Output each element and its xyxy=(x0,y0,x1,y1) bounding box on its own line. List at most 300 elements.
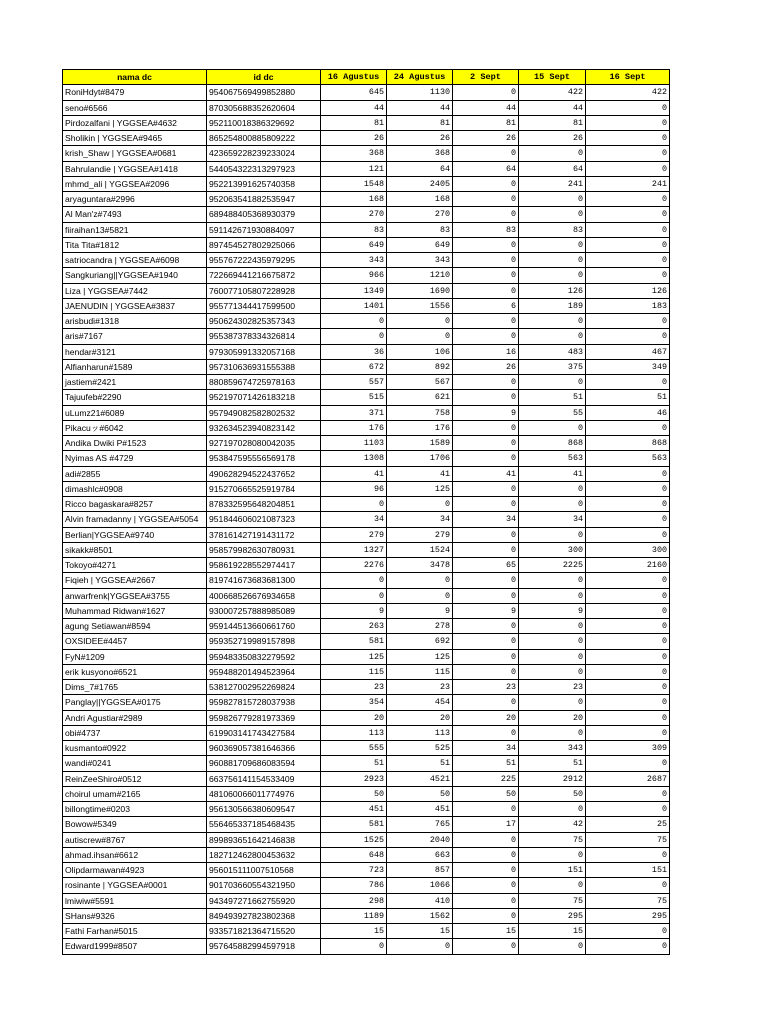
cell-24-agustus: 1706 xyxy=(387,451,453,466)
cell-24-agustus: 15 xyxy=(387,924,453,939)
table-row xyxy=(63,741,670,756)
cell-15-sept: 151 xyxy=(519,863,586,878)
cell-24-agustus: 343 xyxy=(387,253,453,268)
header-id-dc: id dc xyxy=(207,70,321,85)
cell-id-dc: 933571821364715520 xyxy=(207,924,321,939)
cell-nama-dc: Fathi Farhan#5015 xyxy=(63,924,207,939)
cell-2-sept: 0 xyxy=(453,253,519,268)
cell-2-sept: 15 xyxy=(453,924,519,939)
cell-nama-dc: lmiwiw#5591 xyxy=(63,893,207,908)
cell-15-sept: 0 xyxy=(519,664,586,679)
data-table xyxy=(62,69,670,955)
cell-16-agustus: 1327 xyxy=(321,542,387,557)
cell-16-sept: 0 xyxy=(586,588,670,603)
cell-nama-dc: Sholikin | YGGSEA#9465 xyxy=(63,131,207,146)
cell-15-sept: 343 xyxy=(519,741,586,756)
table-row xyxy=(63,375,670,390)
cell-15-sept: 0 xyxy=(519,146,586,161)
cell-2-sept: 34 xyxy=(453,741,519,756)
cell-nama-dc: Pirdozalfani | YGGSEA#4632 xyxy=(63,115,207,130)
cell-24-agustus: 125 xyxy=(387,481,453,496)
cell-16-agustus: 168 xyxy=(321,192,387,207)
cell-24-agustus: 279 xyxy=(387,527,453,542)
cell-id-dc: 979305991332057168 xyxy=(207,344,321,359)
cell-id-dc: 955771344417599500 xyxy=(207,298,321,313)
table-row xyxy=(63,314,670,329)
cell-16-agustus: 786 xyxy=(321,878,387,893)
cell-2-sept: 0 xyxy=(453,481,519,496)
cell-16-sept: 0 xyxy=(586,329,670,344)
table-row xyxy=(63,863,670,878)
cell-16-sept: 0 xyxy=(586,939,670,954)
cell-16-sept: 151 xyxy=(586,863,670,878)
table-row xyxy=(63,420,670,435)
table-row xyxy=(63,466,670,481)
cell-2-sept: 9 xyxy=(453,603,519,618)
cell-16-agustus: 81 xyxy=(321,115,387,130)
cell-2-sept: 0 xyxy=(453,649,519,664)
table-row xyxy=(63,664,670,679)
cell-16-sept: 126 xyxy=(586,283,670,298)
cell-24-agustus: 176 xyxy=(387,420,453,435)
cell-16-sept: 0 xyxy=(586,512,670,527)
cell-15-sept: 75 xyxy=(519,893,586,908)
cell-16-agustus: 1308 xyxy=(321,451,387,466)
cell-16-agustus: 555 xyxy=(321,741,387,756)
cell-24-agustus: 113 xyxy=(387,725,453,740)
table-row xyxy=(63,756,670,771)
cell-2-sept: 0 xyxy=(453,588,519,603)
table-row xyxy=(63,253,670,268)
cell-id-dc: 930007257888985089 xyxy=(207,603,321,618)
cell-16-sept: 349 xyxy=(586,359,670,374)
cell-16-sept: 868 xyxy=(586,436,670,451)
cell-16-agustus: 125 xyxy=(321,649,387,664)
cell-24-agustus: 20 xyxy=(387,710,453,725)
cell-15-sept: 2912 xyxy=(519,771,586,786)
cell-24-agustus: 0 xyxy=(387,939,453,954)
cell-2-sept: 6 xyxy=(453,298,519,313)
cell-2-sept: 0 xyxy=(453,85,519,100)
cell-nama-dc: choirul umam#2165 xyxy=(63,786,207,801)
table-row xyxy=(63,817,670,832)
cell-24-agustus: 106 xyxy=(387,344,453,359)
cell-16-sept: 0 xyxy=(586,527,670,542)
cell-15-sept: 0 xyxy=(519,634,586,649)
cell-24-agustus: 168 xyxy=(387,192,453,207)
cell-2-sept: 0 xyxy=(453,878,519,893)
cell-id-dc: 957949082582802532 xyxy=(207,405,321,420)
cell-16-agustus: 20 xyxy=(321,710,387,725)
table-row xyxy=(63,222,670,237)
cell-2-sept: 26 xyxy=(453,131,519,146)
cell-15-sept: 422 xyxy=(519,85,586,100)
cell-24-agustus: 125 xyxy=(387,649,453,664)
cell-16-agustus: 581 xyxy=(321,817,387,832)
cell-15-sept: 295 xyxy=(519,908,586,923)
cell-nama-dc: SHans#9326 xyxy=(63,908,207,923)
cell-nama-dc: mhmd_ali | YGGSEA#2096 xyxy=(63,176,207,191)
cell-16-sept: 0 xyxy=(586,481,670,496)
cell-2-sept: 0 xyxy=(453,207,519,222)
cell-16-agustus: 83 xyxy=(321,222,387,237)
cell-16-sept: 0 xyxy=(586,634,670,649)
cell-16-agustus: 1525 xyxy=(321,832,387,847)
cell-16-agustus: 34 xyxy=(321,512,387,527)
cell-16-sept: 0 xyxy=(586,420,670,435)
cell-24-agustus: 451 xyxy=(387,802,453,817)
cell-16-sept: 183 xyxy=(586,298,670,313)
cell-nama-dc: dimashlc#0908 xyxy=(63,481,207,496)
cell-2-sept: 0 xyxy=(453,268,519,283)
cell-2-sept: 0 xyxy=(453,390,519,405)
cell-16-agustus: 343 xyxy=(321,253,387,268)
cell-15-sept: 0 xyxy=(519,237,586,252)
cell-16-sept: 0 xyxy=(586,695,670,710)
table-row xyxy=(63,832,670,847)
cell-id-dc: 953847595556569178 xyxy=(207,451,321,466)
header-16-sept: 16 Sept xyxy=(586,70,670,85)
table-row xyxy=(63,695,670,710)
cell-16-sept: 0 xyxy=(586,573,670,588)
cell-15-sept: 0 xyxy=(519,649,586,664)
cell-24-agustus: 621 xyxy=(387,390,453,405)
cell-2-sept: 0 xyxy=(453,847,519,862)
cell-2-sept: 0 xyxy=(453,664,519,679)
table-row xyxy=(63,161,670,176)
cell-id-dc: 957310636931555388 xyxy=(207,359,321,374)
table-row xyxy=(63,558,670,573)
cell-16-agustus: 368 xyxy=(321,146,387,161)
cell-2-sept: 34 xyxy=(453,512,519,527)
cell-16-agustus: 0 xyxy=(321,588,387,603)
cell-16-agustus: 2923 xyxy=(321,771,387,786)
cell-16-agustus: 0 xyxy=(321,497,387,512)
cell-id-dc: 960881709686083594 xyxy=(207,756,321,771)
table-row xyxy=(63,100,670,115)
cell-2-sept: 9 xyxy=(453,405,519,420)
cell-15-sept: 0 xyxy=(519,588,586,603)
cell-24-agustus: 270 xyxy=(387,207,453,222)
cell-16-sept: 467 xyxy=(586,344,670,359)
cell-nama-dc: Dims_7#1765 xyxy=(63,680,207,695)
cell-24-agustus: 2405 xyxy=(387,176,453,191)
cell-2-sept: 0 xyxy=(453,497,519,512)
cell-16-sept: 0 xyxy=(586,619,670,634)
cell-16-agustus: 1103 xyxy=(321,436,387,451)
cell-24-agustus: 525 xyxy=(387,741,453,756)
cell-id-dc: 490628294522437652 xyxy=(207,466,321,481)
cell-nama-dc: arisbudi#1318 xyxy=(63,314,207,329)
cell-16-sept: 241 xyxy=(586,176,670,191)
table-row xyxy=(63,329,670,344)
table-row xyxy=(63,710,670,725)
cell-15-sept: 0 xyxy=(519,314,586,329)
cell-16-sept: 0 xyxy=(586,131,670,146)
table-row xyxy=(63,619,670,634)
cell-2-sept: 0 xyxy=(453,832,519,847)
cell-nama-dc: hendar#3121 xyxy=(63,344,207,359)
cell-15-sept: 20 xyxy=(519,710,586,725)
cell-2-sept: 0 xyxy=(453,619,519,634)
cell-24-agustus: 1130 xyxy=(387,85,453,100)
cell-id-dc: 591142671930884097 xyxy=(207,222,321,237)
cell-24-agustus: 2040 xyxy=(387,832,453,847)
cell-15-sept: 0 xyxy=(519,192,586,207)
cell-nama-dc: jastiem#2421 xyxy=(63,375,207,390)
table-row xyxy=(63,527,670,542)
cell-id-dc: 915270665525919784 xyxy=(207,481,321,496)
cell-2-sept: 0 xyxy=(453,527,519,542)
cell-15-sept: 75 xyxy=(519,832,586,847)
table-row xyxy=(63,680,670,695)
table-row xyxy=(63,192,670,207)
cell-nama-dc: satriocandra | YGGSEA#6098 xyxy=(63,253,207,268)
cell-2-sept: 16 xyxy=(453,344,519,359)
cell-16-agustus: 26 xyxy=(321,131,387,146)
cell-16-sept: 0 xyxy=(586,115,670,130)
cell-nama-dc: krish_Shaw | YGGSEA#0681 xyxy=(63,146,207,161)
table-row xyxy=(63,146,670,161)
cell-24-agustus: 1066 xyxy=(387,878,453,893)
cell-16-sept: 0 xyxy=(586,253,670,268)
cell-15-sept: 26 xyxy=(519,131,586,146)
cell-nama-dc: Ricco bagaskara#8257 xyxy=(63,497,207,512)
cell-id-dc: 481060066011774976 xyxy=(207,786,321,801)
cell-2-sept: 0 xyxy=(453,939,519,954)
cell-24-agustus: 0 xyxy=(387,588,453,603)
cell-id-dc: 423659228239233024 xyxy=(207,146,321,161)
cell-16-agustus: 15 xyxy=(321,924,387,939)
cell-16-sept: 422 xyxy=(586,85,670,100)
cell-24-agustus: 50 xyxy=(387,786,453,801)
cell-24-agustus: 278 xyxy=(387,619,453,634)
cell-nama-dc: Alfianharun#1589 xyxy=(63,359,207,374)
cell-16-agustus: 270 xyxy=(321,207,387,222)
cell-15-sept: 2225 xyxy=(519,558,586,573)
cell-2-sept: 0 xyxy=(453,329,519,344)
cell-2-sept: 0 xyxy=(453,908,519,923)
cell-id-dc: 870305688352620604 xyxy=(207,100,321,115)
cell-2-sept: 0 xyxy=(453,451,519,466)
cell-15-sept: 0 xyxy=(519,268,586,283)
cell-2-sept: 0 xyxy=(453,436,519,451)
cell-id-dc: 760077105807228928 xyxy=(207,283,321,298)
cell-nama-dc: Bowow#5349 xyxy=(63,817,207,832)
cell-id-dc: 378161427191431172 xyxy=(207,527,321,542)
table-row xyxy=(63,451,670,466)
table-row xyxy=(63,115,670,130)
cell-15-sept: 34 xyxy=(519,512,586,527)
cell-id-dc: 722669441216675872 xyxy=(207,268,321,283)
cell-2-sept: 0 xyxy=(453,420,519,435)
cell-16-agustus: 1548 xyxy=(321,176,387,191)
cell-24-agustus: 567 xyxy=(387,375,453,390)
cell-16-agustus: 645 xyxy=(321,85,387,100)
cell-15-sept: 44 xyxy=(519,100,586,115)
table-row xyxy=(63,436,670,451)
cell-16-agustus: 451 xyxy=(321,802,387,817)
cell-24-agustus: 1210 xyxy=(387,268,453,283)
cell-16-sept: 0 xyxy=(586,603,670,618)
cell-id-dc: 849493927823802368 xyxy=(207,908,321,923)
cell-16-sept: 0 xyxy=(586,664,670,679)
cell-nama-dc: Olipdarmawan#4923 xyxy=(63,863,207,878)
table-row xyxy=(63,542,670,557)
cell-2-sept: 0 xyxy=(453,802,519,817)
cell-15-sept: 189 xyxy=(519,298,586,313)
cell-24-agustus: 26 xyxy=(387,131,453,146)
cell-24-agustus: 758 xyxy=(387,405,453,420)
cell-16-agustus: 298 xyxy=(321,893,387,908)
cell-id-dc: 952063541882535947 xyxy=(207,192,321,207)
cell-15-sept: 0 xyxy=(519,497,586,512)
cell-nama-dc: Edward1999#8507 xyxy=(63,939,207,954)
cell-24-agustus: 23 xyxy=(387,680,453,695)
table-row xyxy=(63,497,670,512)
cell-id-dc: 958579982630780931 xyxy=(207,542,321,557)
cell-24-agustus: 1524 xyxy=(387,542,453,557)
cell-15-sept: 15 xyxy=(519,924,586,939)
cell-16-agustus: 649 xyxy=(321,237,387,252)
cell-15-sept: 0 xyxy=(519,802,586,817)
cell-id-dc: 950624302825357343 xyxy=(207,314,321,329)
cell-nama-dc: erik kusyono#6521 xyxy=(63,664,207,679)
cell-id-dc: 958619228552974417 xyxy=(207,558,321,573)
cell-id-dc: 954067569499852880 xyxy=(207,85,321,100)
table-row xyxy=(63,802,670,817)
cell-nama-dc: JAENUDIN | YGGSEA#3837 xyxy=(63,298,207,313)
cell-16-sept: 0 xyxy=(586,756,670,771)
cell-2-sept: 0 xyxy=(453,283,519,298)
cell-15-sept: 41 xyxy=(519,466,586,481)
cell-nama-dc: ahmad.ihsan#6612 xyxy=(63,847,207,862)
cell-2-sept: 0 xyxy=(453,192,519,207)
cell-nama-dc: Berlian|YGGSEA#9740 xyxy=(63,527,207,542)
cell-15-sept: 81 xyxy=(519,115,586,130)
cell-id-dc: 556465337185468435 xyxy=(207,817,321,832)
cell-nama-dc: sikakk#8501 xyxy=(63,542,207,557)
cell-15-sept: 0 xyxy=(519,939,586,954)
cell-nama-dc: obi#4737 xyxy=(63,725,207,740)
cell-2-sept: 0 xyxy=(453,863,519,878)
table-row xyxy=(63,283,670,298)
cell-2-sept: 23 xyxy=(453,680,519,695)
cell-16-agustus: 0 xyxy=(321,573,387,588)
table-row xyxy=(63,588,670,603)
table-row xyxy=(63,481,670,496)
table-row xyxy=(63,649,670,664)
cell-15-sept: 241 xyxy=(519,176,586,191)
cell-15-sept: 483 xyxy=(519,344,586,359)
cell-15-sept: 0 xyxy=(519,253,586,268)
cell-16-agustus: 96 xyxy=(321,481,387,496)
cell-16-sept: 0 xyxy=(586,680,670,695)
cell-nama-dc: agung Setiawan#8594 xyxy=(63,619,207,634)
cell-nama-dc: Pikacuッ#6042 xyxy=(63,420,207,435)
table-row xyxy=(63,131,670,146)
cell-nama-dc: anwarfrenk|YGGSEA#3755 xyxy=(63,588,207,603)
cell-nama-dc: Nyimas AS #4729 xyxy=(63,451,207,466)
cell-24-agustus: 83 xyxy=(387,222,453,237)
cell-16-agustus: 581 xyxy=(321,634,387,649)
cell-id-dc: 957645882994597918 xyxy=(207,939,321,954)
cell-id-dc: 538127002952269824 xyxy=(207,680,321,695)
cell-2-sept: 0 xyxy=(453,237,519,252)
cell-15-sept: 126 xyxy=(519,283,586,298)
cell-16-agustus: 515 xyxy=(321,390,387,405)
cell-24-agustus: 410 xyxy=(387,893,453,908)
cell-15-sept: 0 xyxy=(519,420,586,435)
table-row xyxy=(63,512,670,527)
cell-16-sept: 0 xyxy=(586,847,670,862)
cell-2-sept: 0 xyxy=(453,542,519,557)
cell-16-sept: 0 xyxy=(586,878,670,893)
table-row xyxy=(63,893,670,908)
cell-2-sept: 83 xyxy=(453,222,519,237)
cell-16-agustus: 648 xyxy=(321,847,387,862)
cell-16-agustus: 121 xyxy=(321,161,387,176)
cell-16-sept: 0 xyxy=(586,802,670,817)
header-24-agustus: 24 Agustus xyxy=(387,70,453,85)
table-row xyxy=(63,634,670,649)
cell-16-agustus: 279 xyxy=(321,527,387,542)
cell-15-sept: 375 xyxy=(519,359,586,374)
cell-nama-dc: OXSIDEE#4457 xyxy=(63,634,207,649)
cell-24-agustus: 9 xyxy=(387,603,453,618)
cell-16-sept: 0 xyxy=(586,375,670,390)
cell-16-agustus: 36 xyxy=(321,344,387,359)
cell-nama-dc: aris#7167 xyxy=(63,329,207,344)
cell-24-agustus: 41 xyxy=(387,466,453,481)
cell-id-dc: 955767222435979295 xyxy=(207,253,321,268)
cell-24-agustus: 3478 xyxy=(387,558,453,573)
cell-2-sept: 0 xyxy=(453,314,519,329)
cell-nama-dc: Fiqieh | YGGSEA#2667 xyxy=(63,573,207,588)
header-row xyxy=(63,70,670,85)
cell-16-agustus: 51 xyxy=(321,756,387,771)
header-15-sept: 15 Sept xyxy=(519,70,586,85)
cell-15-sept: 50 xyxy=(519,786,586,801)
cell-16-sept: 0 xyxy=(586,710,670,725)
cell-24-agustus: 1690 xyxy=(387,283,453,298)
cell-id-dc: 956130566380609547 xyxy=(207,802,321,817)
cell-16-sept: 0 xyxy=(586,100,670,115)
cell-2-sept: 50 xyxy=(453,786,519,801)
cell-24-agustus: 765 xyxy=(387,817,453,832)
cell-nama-dc: seno#6566 xyxy=(63,100,207,115)
cell-24-agustus: 0 xyxy=(387,314,453,329)
cell-16-sept: 2160 xyxy=(586,558,670,573)
cell-16-agustus: 0 xyxy=(321,939,387,954)
cell-16-sept: 0 xyxy=(586,466,670,481)
cell-nama-dc: autiscrew#8767 xyxy=(63,832,207,847)
cell-16-sept: 25 xyxy=(586,817,670,832)
cell-16-agustus: 1189 xyxy=(321,908,387,923)
cell-24-agustus: 454 xyxy=(387,695,453,710)
table-row xyxy=(63,85,670,100)
cell-nama-dc: Al Man'z#7493 xyxy=(63,207,207,222)
cell-24-agustus: 1556 xyxy=(387,298,453,313)
cell-id-dc: 400668526676934658 xyxy=(207,588,321,603)
cell-15-sept: 0 xyxy=(519,207,586,222)
table-row xyxy=(63,771,670,786)
cell-16-sept: 0 xyxy=(586,161,670,176)
cell-16-sept: 2687 xyxy=(586,771,670,786)
cell-24-agustus: 4521 xyxy=(387,771,453,786)
cell-16-agustus: 263 xyxy=(321,619,387,634)
cell-16-sept: 0 xyxy=(586,237,670,252)
